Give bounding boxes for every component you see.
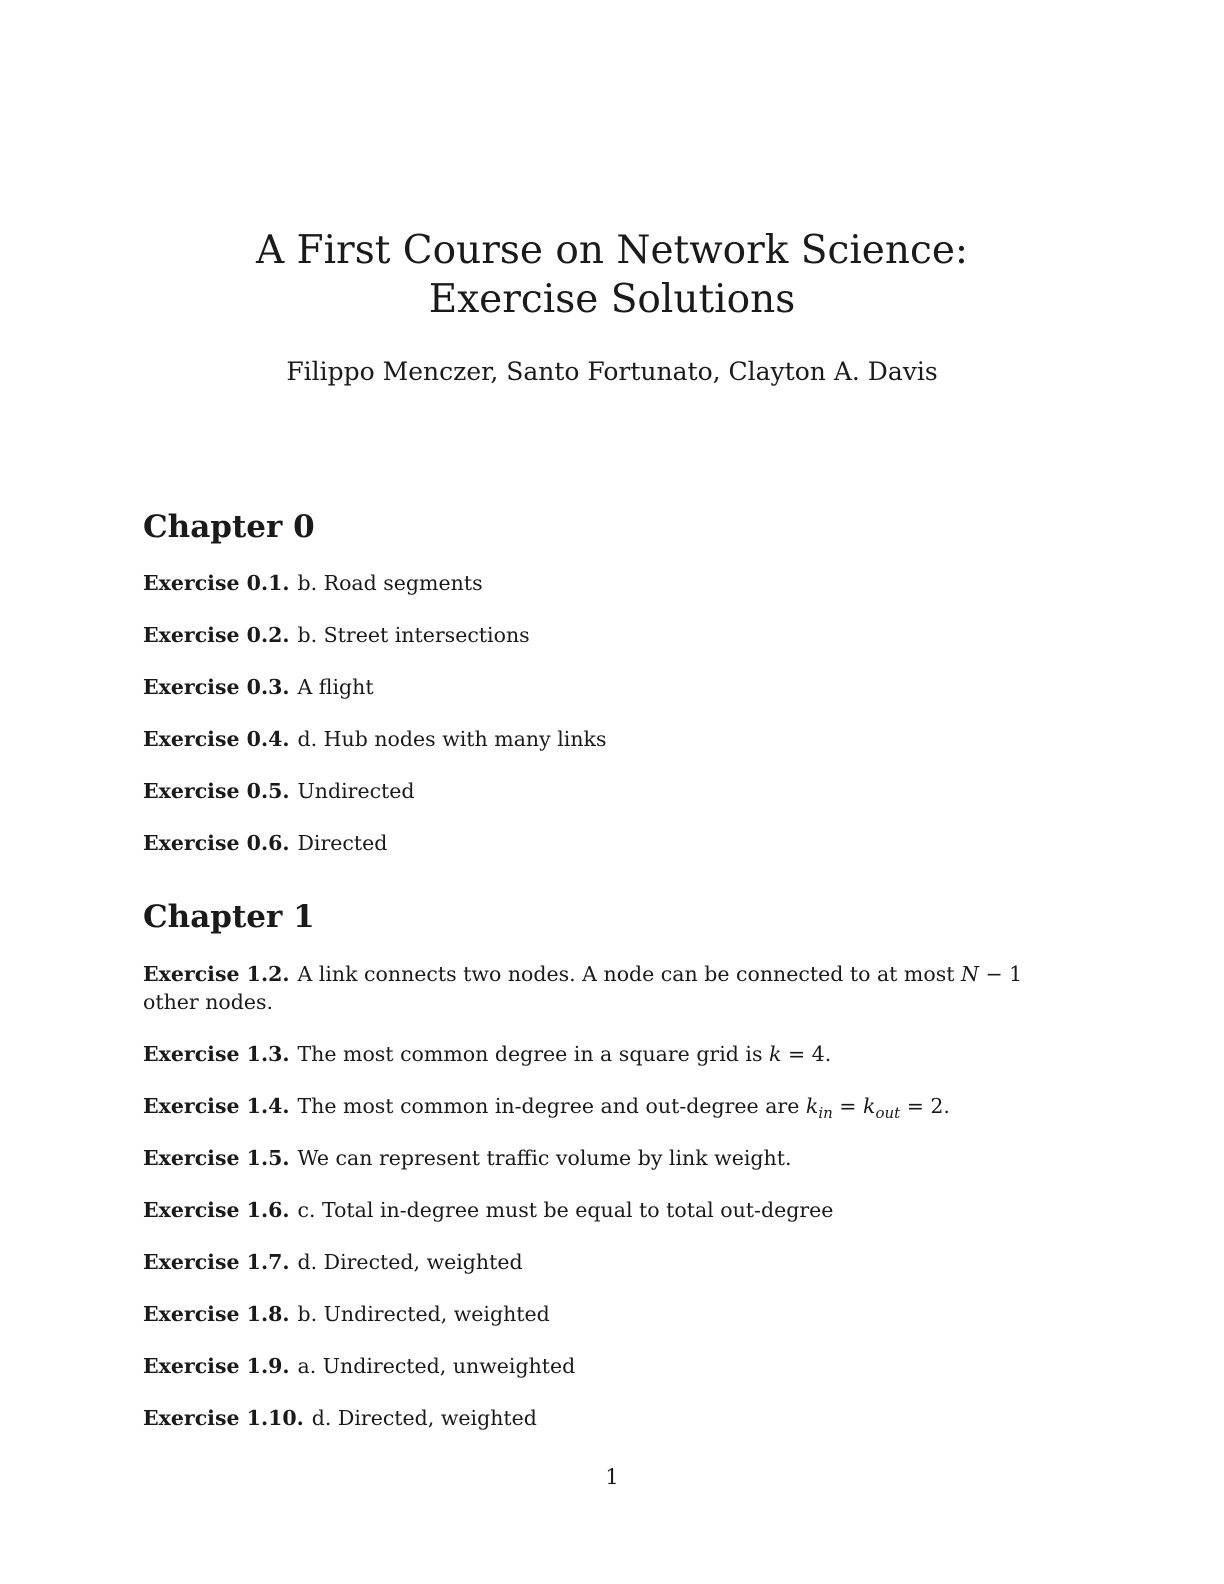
math-variable: k [805,1094,819,1118]
title-line-1: A First Course on Network Science: [255,228,969,273]
exercise-label: Exercise 0.3. [143,675,290,699]
exercise-answer: We can represent traffic volume by link weight. [297,1146,792,1170]
exercise-answer-part: The most common in-degree and out-degree are [297,1094,806,1118]
math-variable: k [863,1094,876,1118]
exercise-label: Exercise 0.6. [143,831,290,855]
exercise-0-3 [143,673,1083,701]
math-subscript: in [818,1104,833,1122]
chapter-heading-1: Chapter 1 [143,899,315,935]
exercise-0-6 [143,829,1083,857]
page-number: 1 [605,1465,619,1489]
exercise-answer: b. Street intersections [297,623,530,647]
exercise-1-6 [143,1196,1083,1224]
authors: Filippo Menczer, Santo Fortunato, Clayton A. Davis [286,357,938,386]
exercise-label: Exercise 1.2. [143,962,290,986]
math-variable: k [769,1042,782,1066]
exercise-0-5 [143,777,1083,805]
exercise-answer: Undirected [297,779,415,803]
exercise-label: Exercise 1.5. [143,1146,290,1170]
exercise-0-1 [143,569,1083,597]
exercise-1-2 [143,960,1083,1016]
exercise-label: Exercise 0.5. [143,779,290,803]
math-equals: = [832,1094,863,1118]
exercise-label: Exercise 1.3. [143,1042,290,1066]
exercise-answer: b. Undirected, weighted [297,1302,550,1326]
title-line-2: Exercise Solutions [428,277,796,322]
exercise-label: Exercise 1.7. [143,1250,290,1274]
exercise-answer: d. Directed, weighted [311,1406,537,1430]
chapter-heading-0: Chapter 0 [143,509,315,545]
exercise-answer-part: = 2. [900,1094,950,1118]
document-title [0,226,1224,324]
exercise-answer: A flight [297,675,374,699]
exercise-answer: b. Road segments [297,571,483,595]
exercise-1-8 [143,1300,1083,1328]
exercise-label: Exercise 0.1. [143,571,290,595]
exercise-1-7 [143,1248,1083,1276]
exercise-label: Exercise 1.6. [143,1198,290,1222]
math-variable: N [960,962,979,986]
exercise-answer: d. Directed, weighted [297,1250,523,1274]
math-subscript: out [875,1104,901,1122]
exercise-label: Exercise 1.10. [143,1406,304,1430]
exercise-1-5 [143,1144,1083,1172]
exercise-answer: c. Total in-degree must be equal to total out-degree [297,1198,834,1222]
exercise-label: Exercise 1.8. [143,1302,290,1326]
exercise-0-2 [143,621,1083,649]
exercise-label: Exercise 0.2. [143,623,290,647]
exercise-1-3 [143,1040,1083,1068]
exercise-label: Exercise 1.9. [143,1354,290,1378]
exercise-answer: Directed [297,831,388,855]
exercise-0-4 [143,725,1083,753]
exercise-1-9 [143,1352,1083,1380]
exercise-label: Exercise 0.4. [143,727,290,751]
exercise-answer: a. Undirected, unweighted [297,1354,576,1378]
exercise-answer-part: A link connects two nodes. A node can be connected to at most [297,962,961,986]
exercise-answer-part: − 1 other nodes. [143,962,1023,1014]
exercise-label: Exercise 1.4. [143,1094,290,1118]
exercise-1-10 [143,1404,1083,1432]
exercise-answer-part: = 4. [781,1042,832,1066]
exercise-answer: d. Hub nodes with many links [297,727,607,751]
exercise-1-4 [143,1092,1083,1127]
exercise-answer-part: The most common degree in a square grid is [297,1042,770,1066]
